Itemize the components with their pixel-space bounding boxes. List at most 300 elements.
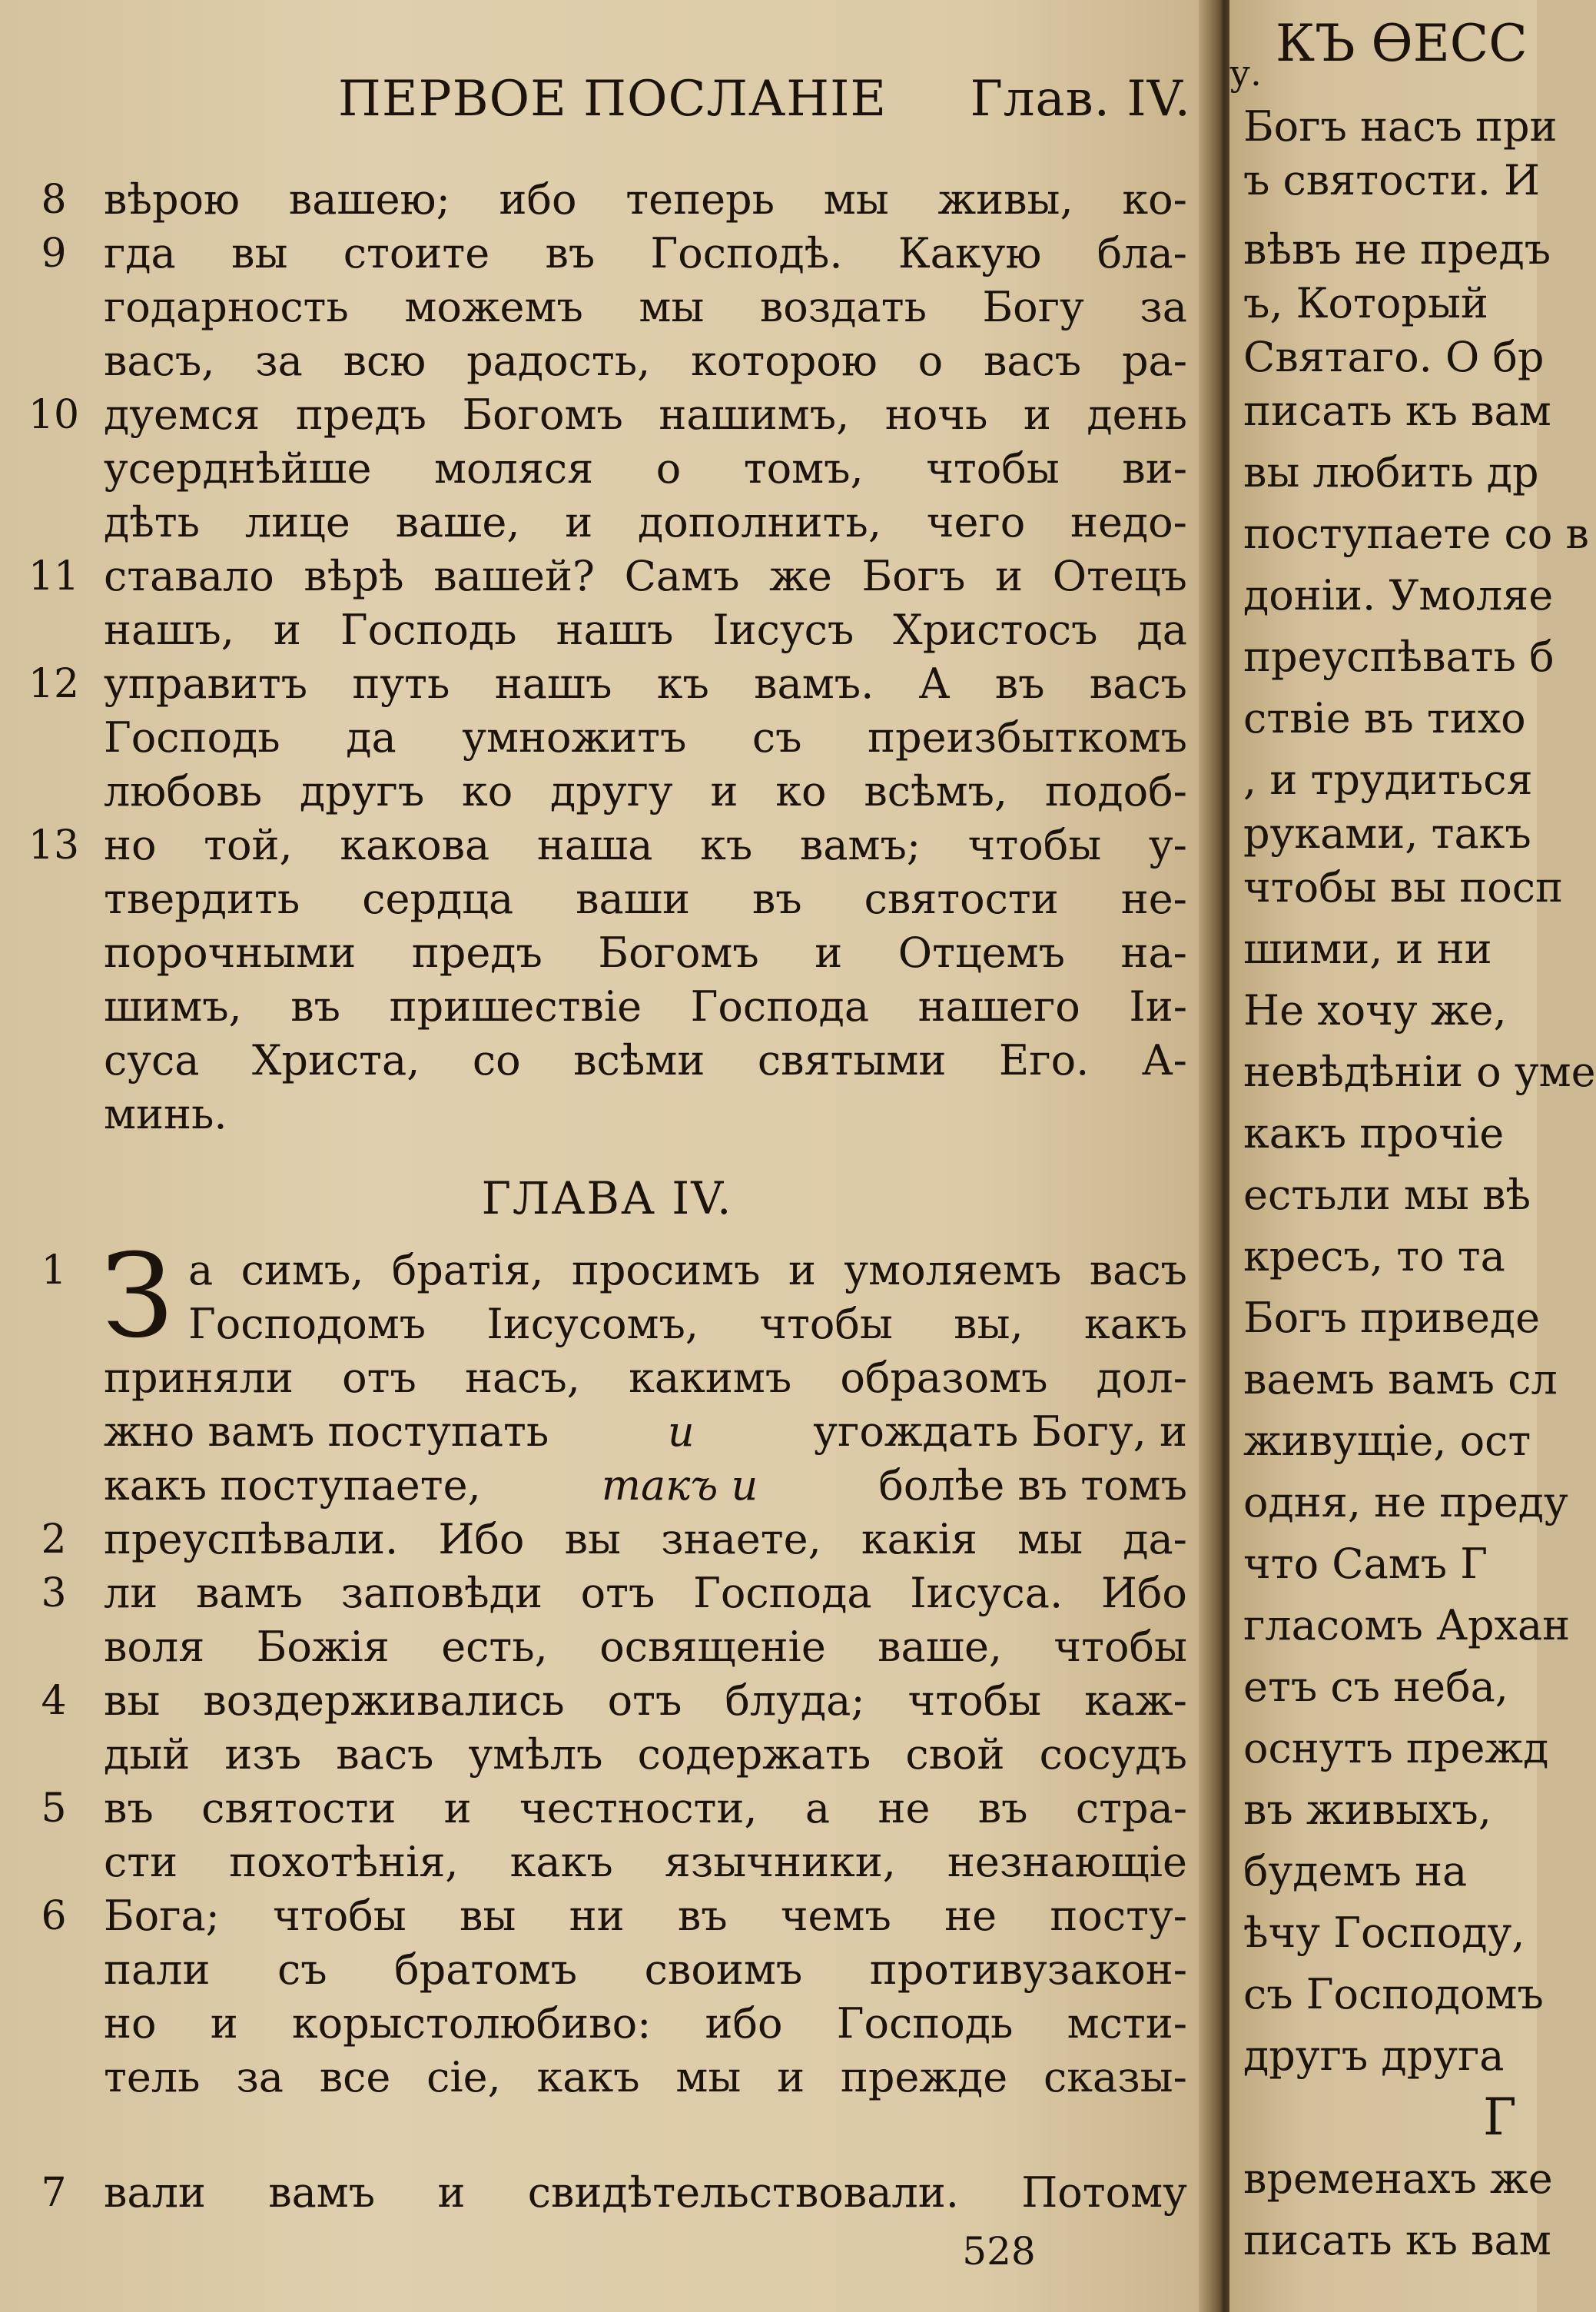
word: и [273,606,301,654]
word: Господа [693,1569,872,1617]
text-line [104,334,1187,388]
word: въ [290,982,341,1031]
word: сказы- [1044,2053,1187,2101]
word: васъ, [104,337,215,385]
word: и [777,2053,805,2101]
word: ночь [884,390,988,439]
text-line [104,1566,1187,1620]
running-header [338,71,1191,140]
right-text-line: будемъ на [1243,1847,1468,1895]
word: Отцемъ [898,928,1065,977]
right-text-line: етъ съ неба, [1243,1663,1508,1711]
text-line [104,1728,1187,1782]
word: и [995,552,1024,600]
word: лице [244,498,350,546]
word: Господь [340,606,517,654]
word: той, [204,821,293,869]
word: Христа, [251,1036,420,1085]
word: же [769,552,832,600]
drop-cap: З [101,1230,174,1364]
word: ибо [705,1999,783,2048]
word: отъ [607,1676,682,1725]
text-segment: болѣе въ томъ [878,1461,1187,1510]
word: вамъ [268,2168,376,2217]
right-text-line: писать къ вам [1243,2216,1551,2264]
text-line [104,1997,1187,2051]
word: Бога; [104,1892,220,1940]
verse-number: 2 [41,1516,67,1563]
word: А [918,659,951,708]
right-text-line: ъ святости. И [1243,156,1541,204]
text-segment: какъ поступаете, [104,1461,481,1510]
word: знаете, [661,1515,821,1563]
verse-number: 13 [28,822,80,869]
word: какъ [536,2053,640,2101]
word: годарность [104,283,349,331]
text-line [104,1889,1187,1943]
word: похотѣнія, [229,1838,459,1886]
text-line [104,1034,1187,1088]
verse-number: 4 [41,1678,67,1724]
word: тель [104,2053,201,2101]
text-line [104,2166,1187,2220]
word: но [104,821,157,869]
word: Богу [982,283,1084,331]
word: воля [104,1623,205,1671]
word: вы [459,1892,516,1940]
word: ко [461,767,513,816]
right-text-line: ваемъ вамъ сл [1243,1355,1558,1403]
word: ви- [1122,444,1187,493]
word: у- [1148,821,1187,869]
word: отъ [580,1569,655,1617]
right-text-line: ствiе въ тихо [1243,694,1526,742]
word: вѣрѣ [304,552,404,600]
word: Господь [104,713,280,762]
word: порочными [104,928,357,977]
word: бла- [1097,229,1187,277]
word: Ибо [1100,1569,1187,1617]
word: Божія [256,1623,390,1671]
word: блуда; [725,1676,865,1725]
word: язычники, [664,1838,896,1886]
text-line [104,442,1187,496]
text-line [104,173,1187,227]
word: вѣрою [104,175,241,224]
word: ко [775,767,827,816]
word: Господѣ. [650,229,843,277]
word: о [655,444,682,493]
word: насъ, [465,1354,580,1402]
word: вали [104,2168,206,2217]
text-segment: угождать Богу, и [813,1407,1187,1456]
right-text-line: въ живыхъ, [1243,1785,1491,1834]
word: свой [905,1730,1005,1779]
word: заповѣди [340,1569,543,1617]
text-line [104,1620,1187,1674]
word: и [437,2168,466,2217]
word: въ [545,229,596,277]
word: чтобы [907,1676,1042,1725]
word: Богъ [861,552,966,600]
word: Потому [1021,2168,1187,2217]
word: Іи- [1129,982,1187,1031]
word: вы [231,229,288,277]
text-line [104,926,1187,980]
word: чего [926,498,1026,546]
word: ни [569,1892,625,1940]
word: симъ, [241,1246,364,1294]
text-segment: жно вамъ поступать [104,1407,549,1456]
word: святыми [757,1036,947,1085]
word: дополнить, [638,498,881,546]
right-text-line: Г [1483,2088,1517,2147]
right-text-line: , и трудиться [1243,756,1533,804]
word: сти [104,1838,178,1886]
word: сердца [362,875,514,923]
word: Господомъ [188,1300,426,1348]
word: Отецъ [1052,552,1187,600]
word: ибо [499,175,577,224]
word: за [255,337,303,385]
chapter-heading: ГЛАВА IV. [481,1172,733,1224]
word: дѣть [104,498,201,546]
word: прежде [840,2053,1008,2101]
word: Богомъ [598,928,759,977]
word: и [565,498,593,546]
word: за [236,2053,284,2101]
word: преизбыткомъ [868,713,1187,762]
word: какъ [509,1838,613,1886]
text-line [104,1459,1187,1513]
word: томъ, [743,444,864,493]
word: предъ [411,928,543,977]
word: въ [977,1784,1028,1832]
right-text-line: другъ друга [1243,2031,1505,2080]
word: и [710,767,738,816]
word: наша [536,821,653,869]
text-line [104,603,1187,657]
word: сосудъ [1039,1730,1187,1779]
word: вамъ; [799,821,921,869]
word: содержать [637,1730,871,1779]
word: гда [104,229,176,277]
right-text-line: Не хочу же, [1243,986,1507,1035]
running-title: ПЕРВОЕ ПОСЛАНIЕ [338,71,888,128]
right-text-line: невѣдѣнiи о уме [1243,1048,1596,1096]
word: ставало [104,552,274,600]
word: о [917,337,944,385]
word: твердить [104,875,300,923]
running-chapter: Глав. IV. [970,71,1191,128]
word: недо- [1070,498,1187,546]
text-line: минь. [104,1090,227,1138]
word: Его. [998,1036,1090,1085]
text-line [104,496,1187,550]
word: стоите [343,229,490,277]
word: да [346,713,397,762]
word: мы [675,2053,742,2101]
verse-number: 12 [28,661,80,707]
word: ра- [1121,337,1187,385]
word: Какую [898,229,1042,277]
right-text-line: живущiе, ост [1243,1417,1531,1465]
word: суса [104,1036,200,1085]
word: воздерживались [203,1676,565,1725]
word: васъ [1089,1246,1187,1294]
verse-number: 6 [41,1893,67,1939]
verse-number: 3 [41,1570,67,1616]
text-line [104,1835,1187,1889]
word: мы [1017,1515,1083,1563]
word: управитъ [104,659,308,708]
word: святости [864,875,1059,923]
word: которою [691,337,878,385]
right-text-line: поступаете со в [1243,510,1589,558]
word: какъ [1083,1300,1187,1348]
word: на- [1120,928,1187,977]
text-line [104,711,1187,765]
word: Іисусъ [712,606,854,654]
word: за [1140,283,1187,331]
text-line [104,550,1187,603]
word: воздать [759,283,927,331]
word: а [188,1246,214,1294]
right-text-line: какъ прочiе [1243,1109,1505,1158]
verse-number: 10 [28,392,80,438]
word: все [319,2053,391,2101]
word: просимъ [571,1246,761,1294]
italic-segment: и [667,1407,695,1456]
word: теперь [625,175,775,224]
word: вашей? [433,552,595,600]
word: пали [104,1945,211,1994]
word: васъ [336,1730,434,1779]
right-text-line: вы любить др [1243,448,1539,497]
word: своимъ [644,1945,803,1994]
word: дуемся [104,390,260,439]
text-line [104,1405,1187,1459]
verse-number: 11 [28,553,80,600]
word: и [815,928,843,977]
verse-number: 7 [41,2170,67,2216]
word: Богомъ [462,390,623,439]
word: не [878,1784,931,1832]
text-line [104,388,1187,442]
verse-number: 9 [41,231,67,277]
text-line [104,281,1187,334]
text-line [104,1513,1187,1566]
word: путь [352,659,450,708]
word: чтобы [926,444,1060,493]
word: въ [752,875,802,923]
word: Господа [690,982,870,1031]
word: мсти- [1067,1999,1187,2048]
word: чтобы [1053,1623,1187,1671]
word: и [443,1784,472,1832]
word: какимъ [629,1354,792,1402]
right-text-line: ъ, Который [1243,279,1488,327]
word: и [1023,390,1051,439]
word: не [944,1892,997,1940]
verse-number: 1 [41,1247,67,1294]
text-line [104,2051,1187,2104]
word: другъ [299,767,425,816]
word: корыстолюбиво: [291,1999,652,2048]
word: да- [1123,1515,1187,1563]
word: въ [677,1892,728,1940]
word: Іисусомъ, [486,1300,699,1348]
word: сіе, [426,2053,501,2101]
text-line [104,872,1187,926]
word: отъ [342,1354,416,1402]
right-text-line: оснутъ прежд [1243,1724,1549,1772]
word: вы, [954,1300,1024,1348]
word: ли [104,1569,158,1617]
italic-segment: такъ и [601,1461,758,1510]
word: вашею; [288,175,450,224]
word: радость, [466,337,651,385]
word: въ [994,659,1045,708]
text-line [104,1351,1187,1405]
right-text-line: преуспѣвать б [1243,633,1555,681]
text-line [104,819,1187,872]
word: чтобы [967,821,1102,869]
word: Господь [836,1999,1014,2048]
word: чтобы [759,1300,893,1348]
word: съ [277,1945,327,1994]
word: и [210,1999,238,2048]
word: день [1087,390,1187,439]
text-line [104,1943,1187,1997]
word: не- [1120,875,1187,923]
word: есть, [441,1623,548,1671]
word: Христосъ [893,606,1098,654]
page-number: 528 [962,2229,1036,2274]
word: каж- [1084,1676,1187,1725]
verse-number: 5 [41,1785,67,1832]
right-text-line: Богъ насъ при [1243,102,1558,151]
right-text-line: что Самъ Г [1243,1540,1488,1588]
word: мы [823,175,889,224]
word: преуспѣвали. [104,1515,399,1563]
right-text-line: руками, такъ [1243,809,1531,858]
word: моляся [434,444,594,493]
right-text-line: съ Господомъ [1243,1970,1544,2018]
word: незнающіе [947,1838,1187,1886]
right-page [1229,0,1596,2312]
right-text-line: у. [1229,52,1262,94]
word: ко- [1122,175,1187,224]
word: шимъ, [104,982,242,1031]
right-text-line: Святаго. О бр [1243,333,1545,381]
word: умоляемъ [844,1246,1062,1294]
word: ваше, [878,1623,1003,1671]
word: другу [550,767,673,816]
word: живы, [937,175,1073,224]
word: и [788,1246,816,1294]
text-line [104,227,1187,281]
right-text-line: шими, и ни [1243,925,1492,973]
word: мы [639,283,705,331]
word: освященіе [599,1623,826,1671]
word: предъ [295,390,426,439]
word: всѣмъ, [864,767,1008,816]
right-text-line: естьли мы вѣ [1243,1171,1531,1219]
word: вы [104,1676,161,1725]
word: со [472,1036,521,1085]
word: противузакон- [869,1945,1187,1994]
word: нашъ [556,606,674,654]
text-line [104,1782,1187,1835]
word: братія, [391,1246,544,1294]
right-text-line: Богъ приведе [1243,1294,1541,1342]
word: къ [656,659,709,708]
word: Ибо [438,1515,525,1563]
word: умножитъ [462,713,687,762]
word: съ [752,713,802,762]
word: Самъ [624,552,740,600]
word: чемъ [780,1892,891,1940]
word: любовь [104,767,263,816]
word: ваше, [395,498,520,546]
word: дол- [1096,1354,1187,1402]
word: братомъ [394,1945,578,1994]
text-line [104,1674,1187,1728]
text-line [188,1297,1187,1351]
word: посту- [1050,1892,1187,1940]
word: васъ [1089,659,1187,708]
word: подоб- [1044,767,1187,816]
right-running-header: КЪ ѲЕСС [1276,14,1528,73]
word: честности, [519,1784,758,1832]
word: а [805,1784,831,1832]
word: всю [343,337,426,385]
word: васъ [983,337,1082,385]
text-line [104,765,1187,819]
right-text-line: чтобы вы посп [1243,863,1564,912]
word: образомъ [840,1354,1048,1402]
word: къ [700,821,753,869]
word: дый [104,1730,191,1779]
verse-number: 8 [41,177,67,223]
word: нашимъ, [659,390,850,439]
word: святости [201,1784,397,1832]
word: чтобы [273,1892,406,1940]
right-text-line: ѣчу Господу, [1243,1908,1525,1957]
word: всѣми [573,1036,705,1085]
word: нашего [917,982,1080,1031]
word: да [1136,606,1187,654]
word: вамъ. [754,659,874,708]
word: изъ [224,1730,302,1779]
word: но [104,1999,157,2048]
word: нашъ [494,659,612,708]
word: А- [1141,1036,1187,1085]
word: умѣлъ [468,1730,603,1779]
word: вамъ [195,1569,303,1617]
right-text-line: одня, не преду [1243,1478,1568,1526]
text-line [104,980,1187,1034]
word: можемъ [404,283,583,331]
word: Іисуса. [910,1569,1063,1617]
word: пришествіе [389,982,642,1031]
word: вы [564,1515,621,1563]
right-text-line: временахъ же [1243,2154,1553,2203]
word: какія [861,1515,977,1563]
word: въ [104,1784,154,1832]
word: свидѣтельствовали. [527,2168,959,2217]
